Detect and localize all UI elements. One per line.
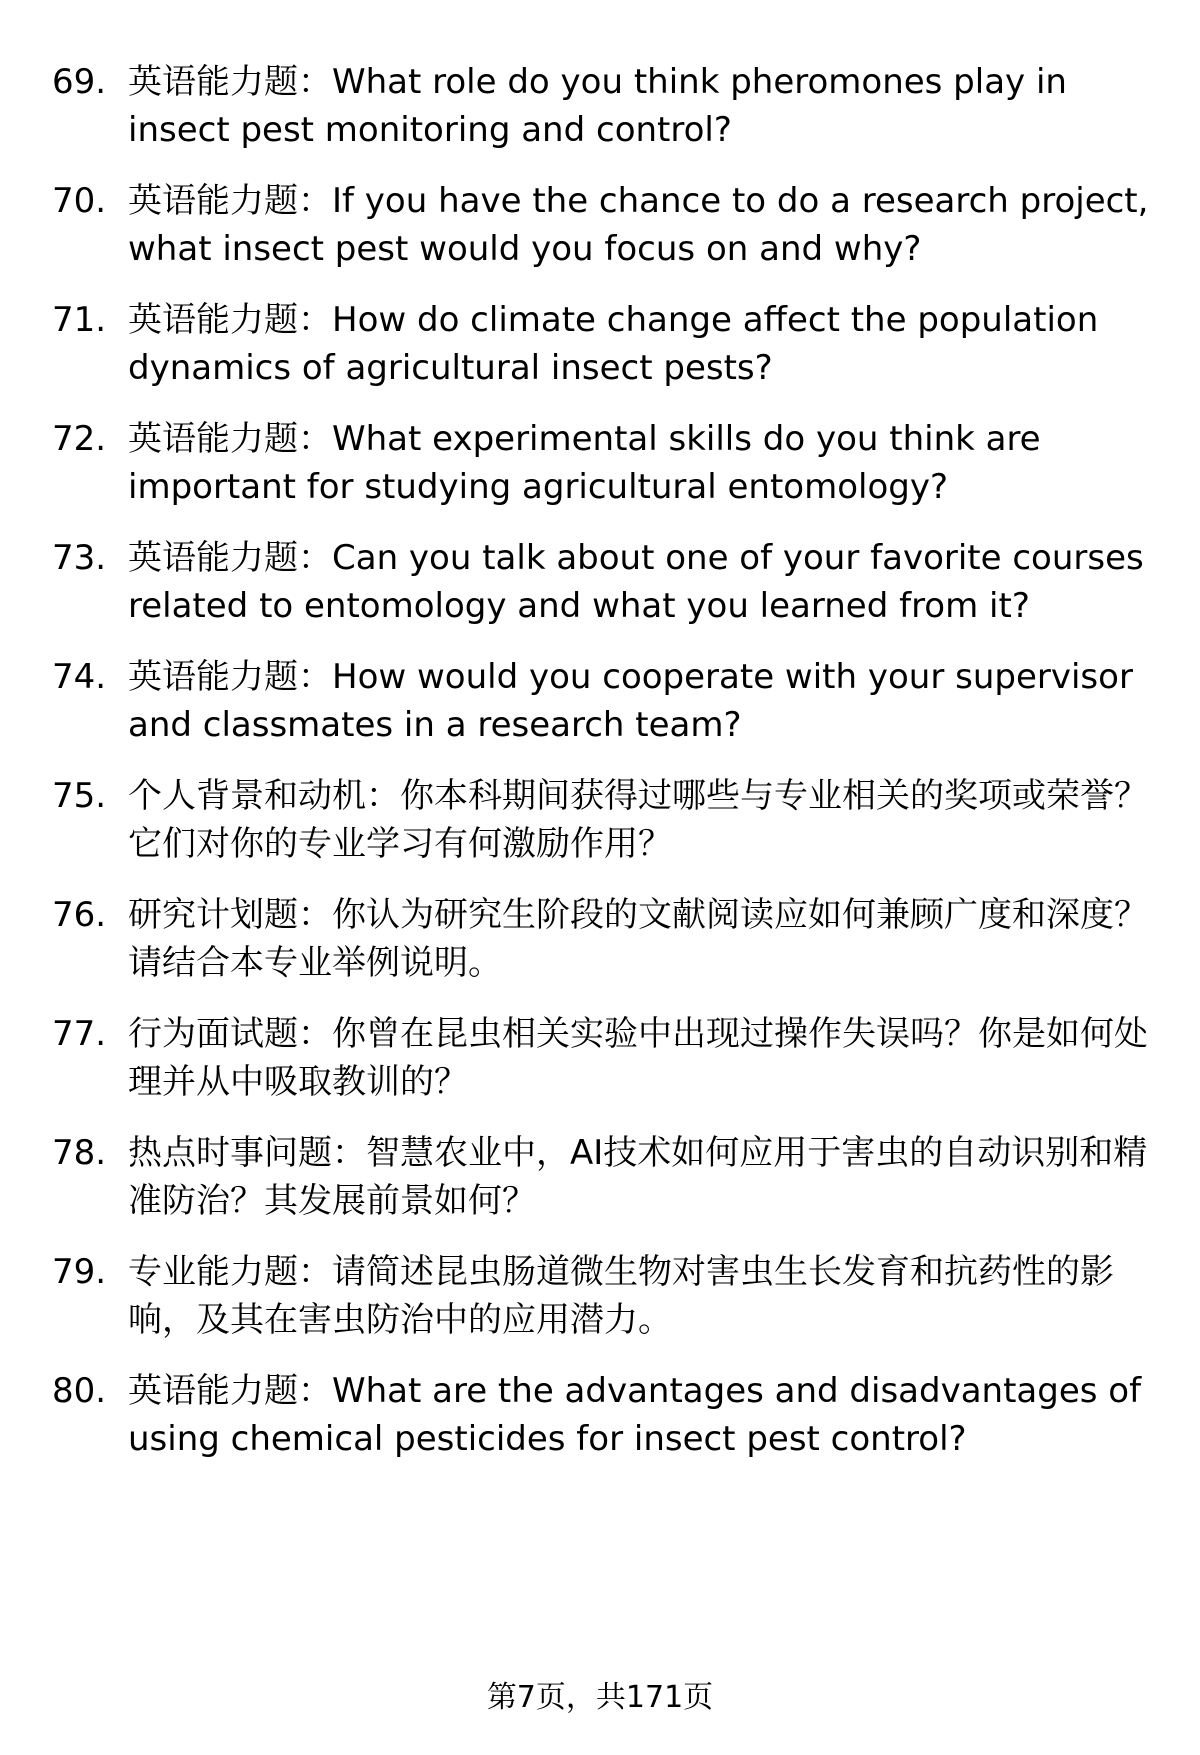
question-category: 英语能力题： <box>128 300 332 340</box>
question-text <box>128 891 1166 987</box>
question-item <box>52 653 1166 749</box>
question-body: 你本科期间获得过哪些与专业相关的奖项或荣誉？它们对你的专业学习有何激励作用？ <box>128 776 1148 864</box>
question-category: 英语能力题： <box>128 62 332 102</box>
question-item <box>52 891 1166 987</box>
question-body: What are the advantages and disadvantages of using chemical pesticides for insect pest control? <box>128 1371 1142 1459</box>
question-category: 行为面试题： <box>128 1014 332 1054</box>
question-number: 69. <box>52 62 107 102</box>
question-body: How do climate change affect the population dynamics of agricultural insect pests? <box>128 300 1099 388</box>
question-category: 热点时事问题： <box>128 1133 366 1173</box>
question-text <box>128 58 1166 154</box>
question-body: 你曾在昆虫相关实验中出现过操作失误吗？你是如何处理并从中吸取教训的？ <box>128 1014 1148 1102</box>
question-item <box>52 1010 1166 1106</box>
question-text <box>128 772 1166 868</box>
question-text <box>128 653 1166 749</box>
question-number: 80. <box>52 1371 107 1411</box>
question-body: How would you cooperate with your supervisor and classmates in a research team? <box>128 657 1133 745</box>
question-category: 英语能力题： <box>128 1371 332 1411</box>
question-number: 71. <box>52 300 107 340</box>
question-number: 78. <box>52 1133 107 1173</box>
question-body: 智慧农业中，AI技术如何应用于害虫的自动识别和精准防治？其发展前景如何？ <box>128 1133 1148 1221</box>
question-item <box>52 772 1166 868</box>
question-body: What role do you think pheromones play in insect pest monitoring and control? <box>128 62 1067 150</box>
question-item <box>52 58 1166 154</box>
question-body: Can you talk about one of your favorite courses related to entomology and what you learned from it? <box>128 538 1144 626</box>
question-text <box>128 296 1166 392</box>
page-number-label: 第7页，共171页 <box>486 1680 714 1715</box>
question-item <box>52 534 1166 630</box>
question-item <box>52 1367 1166 1463</box>
question-number: 74. <box>52 657 107 697</box>
question-item <box>52 1129 1166 1225</box>
question-number: 72. <box>52 419 107 459</box>
question-text <box>128 177 1166 273</box>
question-number: 77. <box>52 1014 107 1054</box>
question-number: 79. <box>52 1252 107 1292</box>
question-text <box>128 415 1166 511</box>
question-number: 70. <box>52 181 107 221</box>
question-text <box>128 1248 1166 1344</box>
question-category: 研究计划题： <box>128 895 332 935</box>
question-item <box>52 415 1166 511</box>
question-category: 英语能力题： <box>128 419 332 459</box>
question-category: 英语能力题： <box>128 538 332 578</box>
question-category: 专业能力题： <box>128 1252 332 1292</box>
question-text <box>128 1367 1166 1463</box>
question-text <box>128 1129 1166 1225</box>
question-body: If you have the chance to do a research project, what insect pest would you focus on and why? <box>128 181 1149 269</box>
question-item <box>52 177 1166 273</box>
question-body: What experimental skills do you think are important for studying agricultural entomology? <box>128 419 1041 507</box>
question-list <box>52 58 1166 1463</box>
question-text <box>128 534 1166 630</box>
question-body: 请简述昆虫肠道微生物对害虫生长发育和抗药性的影响，及其在害虫防治中的应用潜力。 <box>128 1252 1114 1340</box>
question-item <box>52 1248 1166 1344</box>
question-item <box>52 296 1166 392</box>
question-category: 个人背景和动机： <box>128 776 400 816</box>
question-number: 76. <box>52 895 107 935</box>
question-text <box>128 1010 1166 1106</box>
question-number: 73. <box>52 538 107 578</box>
question-category: 英语能力题： <box>128 181 332 221</box>
question-number: 75. <box>52 776 107 816</box>
question-category: 英语能力题： <box>128 657 332 697</box>
question-body: 你认为研究生阶段的文献阅读应如何兼顾广度和深度？请结合本专业举例说明。 <box>128 895 1148 983</box>
page-footer <box>0 1678 1200 1718</box>
